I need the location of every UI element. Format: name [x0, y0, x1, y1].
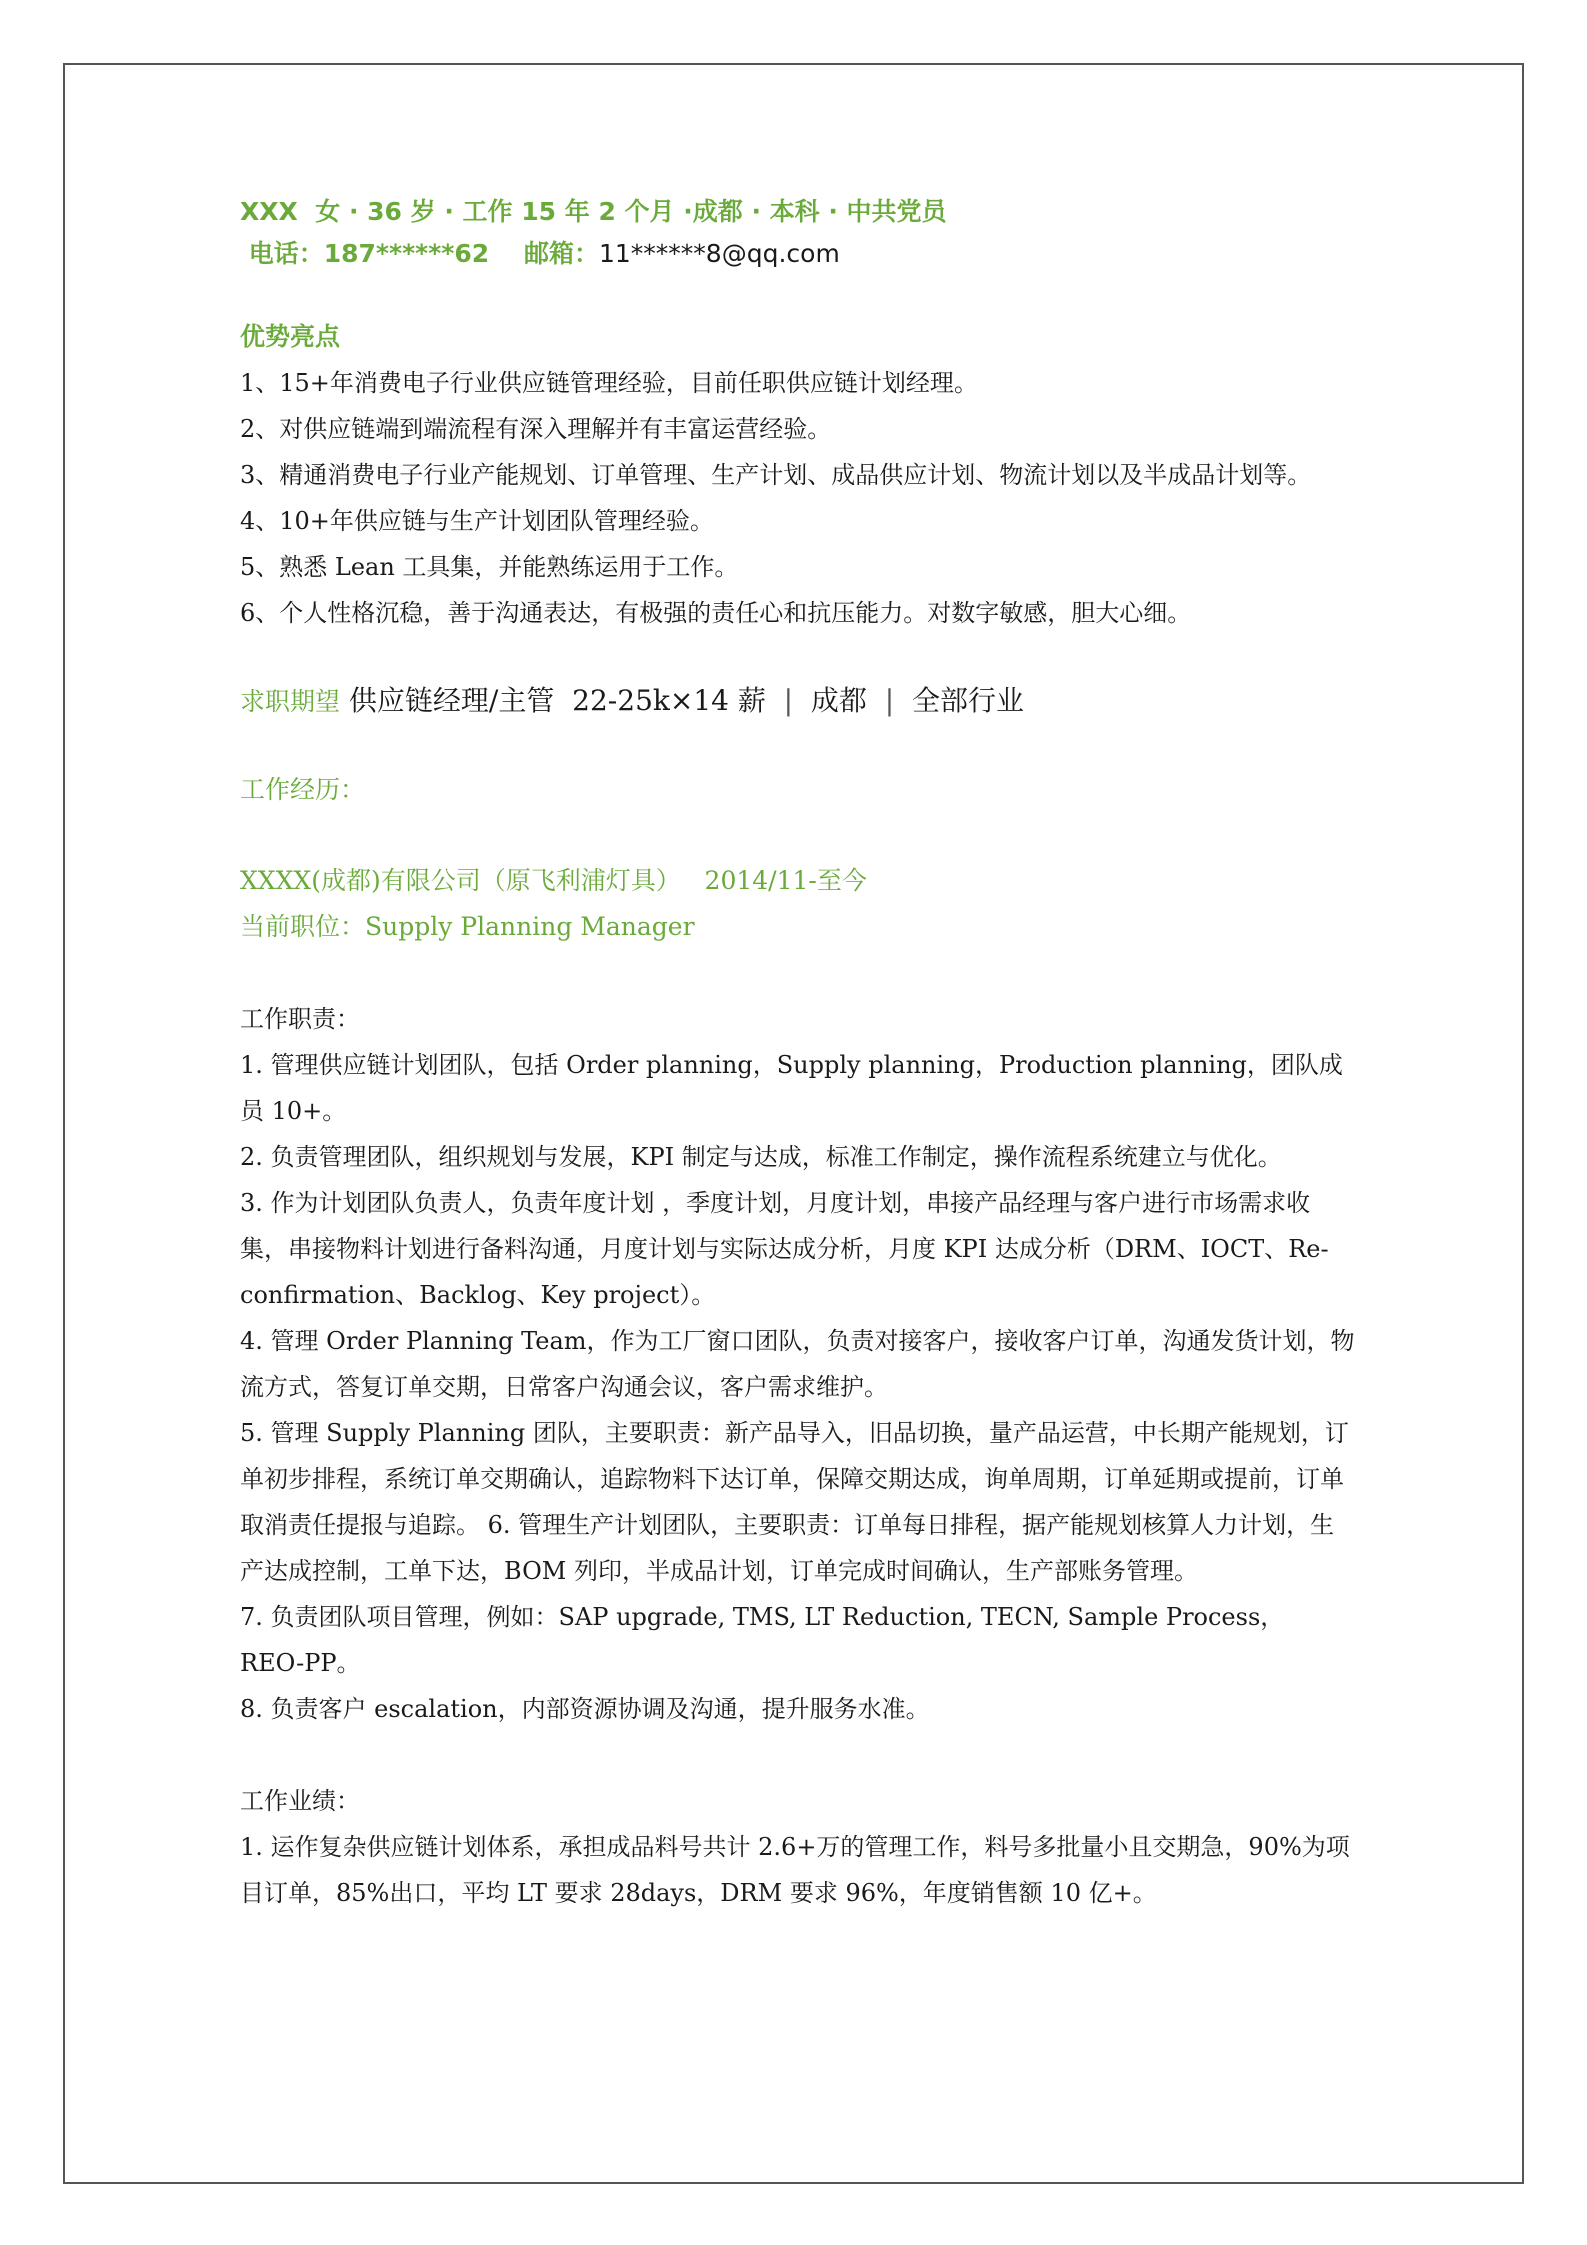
company-line [240, 858, 1355, 904]
separator: | [884, 684, 895, 717]
resume-content [240, 190, 1355, 1916]
highlight-item: 1、15+年消费电子行业供应链管理经验，目前任职供应链计划经理。 [240, 369, 978, 397]
achievements-title: 工作业绩： [240, 1787, 360, 1815]
candidate-info: 女 · 36 岁 · 工作 15 年 2 个月 ·成都 · 本科 · 中共党员 [315, 197, 947, 226]
duties-list [240, 1042, 1355, 1732]
highlight-item: 6、个人性格沉稳，善于沟通表达，有极强的责任心和抗压能力。对数字敏感，胆大心细。 [240, 599, 1192, 627]
highlight-item: 5、熟悉 Lean 工具集，并能熟练运用于工作。 [240, 553, 739, 581]
company-name: XXXX(成都)有限公司（原飞利浦灯具） [240, 866, 681, 895]
expectation-industry: 全部行业 [912, 684, 1025, 717]
highlights-list [240, 360, 1355, 636]
highlight-item: 3、精通消费电子行业产能规划、订单管理、生产计划、成品供应计划、物流计划以及半成品计划等。 [240, 461, 1312, 489]
experience-title: 工作经历： [240, 775, 366, 804]
duty-item: 5. 管理 Supply Planning 团队，主要职责：新产品导入，旧品切换，量产品运营，中长期产能规划，订单初步排程，系统订单交期确认，追踪物料下达订单，保障交期达成，询单周期，订单延期或提前，订单取消责任提报与追踪。 6. 管理生产计划团队，主要职责：订单每日排程，据产能规划核算人力计划，生产达成控制，工单下达，BOM 列印，半成品计划，订单完成时间确认，生产部账务管理。 [240, 1419, 1349, 1585]
phone-value: 187******62 [323, 239, 490, 268]
duties-title: 工作职责： [240, 1005, 360, 1033]
duty-item: 2. 负责管理团队，组织规划与发展，KPI 制定与达成，标准工作制定，操作流程系统建立与优化。 [240, 1143, 1282, 1171]
expectation-position: 供应链经理/主管 [348, 684, 555, 717]
candidate-name: XXX [240, 197, 298, 226]
job-expectation [240, 676, 1355, 727]
highlights-title: 优势亮点 [240, 322, 341, 351]
expectation-city: 成都 [810, 684, 867, 717]
expectation-salary: 22-25k×14 薪 [572, 684, 766, 717]
duty-item: 1. 管理供应链计划团队，包括 Order planning，Supply planning，Production planning，团队成员 10+。 [240, 1051, 1343, 1125]
separator: | [783, 684, 794, 717]
job-period: 2014/11-至今 [704, 866, 867, 895]
duty-item: 8. 负责客户 escalation，内部资源协调及沟通，提升服务水准。 [240, 1695, 930, 1723]
expectation-label: 求职期望 [240, 687, 341, 716]
duty-item: 4. 管理 Order Planning Team，作为工厂窗口团队，负责对接客户，接收客户订单，沟通发货计划，物流方式，答复订单交期，日常客户沟通会议，客户需求维护。 [240, 1327, 1355, 1401]
highlight-item: 2、对供应链端到端流程有深入理解并有丰富运营经验。 [240, 415, 832, 443]
email-value: 11******8@qq.com [599, 239, 840, 268]
header-basic-info [240, 190, 1355, 234]
achievements-list [240, 1824, 1355, 1916]
job-block [240, 858, 1355, 950]
highlight-item: 4、10+年供应链与生产计划团队管理经验。 [240, 507, 714, 535]
email-label: 邮箱： [523, 239, 599, 268]
phone-label: 电话： [248, 239, 324, 268]
duty-item: 3. 作为计划团队负责人，负责年度计划 ，季度计划，月度计划，串接产品经理与客户进行市场需求收集，串接物料计划进行备料沟通，月度计划与实际达成分析，月度 KPI 达成分析（DRM、IOCT、Re-confirmation、Backlog、Key project）。 [240, 1189, 1329, 1309]
header-contact [240, 234, 1355, 274]
achievement-item: 1. 运作复杂供应链计划体系，承担成品料号共计 2.6+万的管理工作，料号多批量小且交期急，90%为项目订单，85%出口，平均 LT 要求 28days，DRM 要求 96%，年度销售额 10 亿+。 [240, 1833, 1350, 1907]
duty-item: 7. 负责团队项目管理，例如：SAP upgrade, TMS, LT Reduction, TECN, Sample Process， REO-PP。 [240, 1603, 1285, 1677]
current-position: 当前职位：Supply Planning Manager [240, 912, 695, 941]
